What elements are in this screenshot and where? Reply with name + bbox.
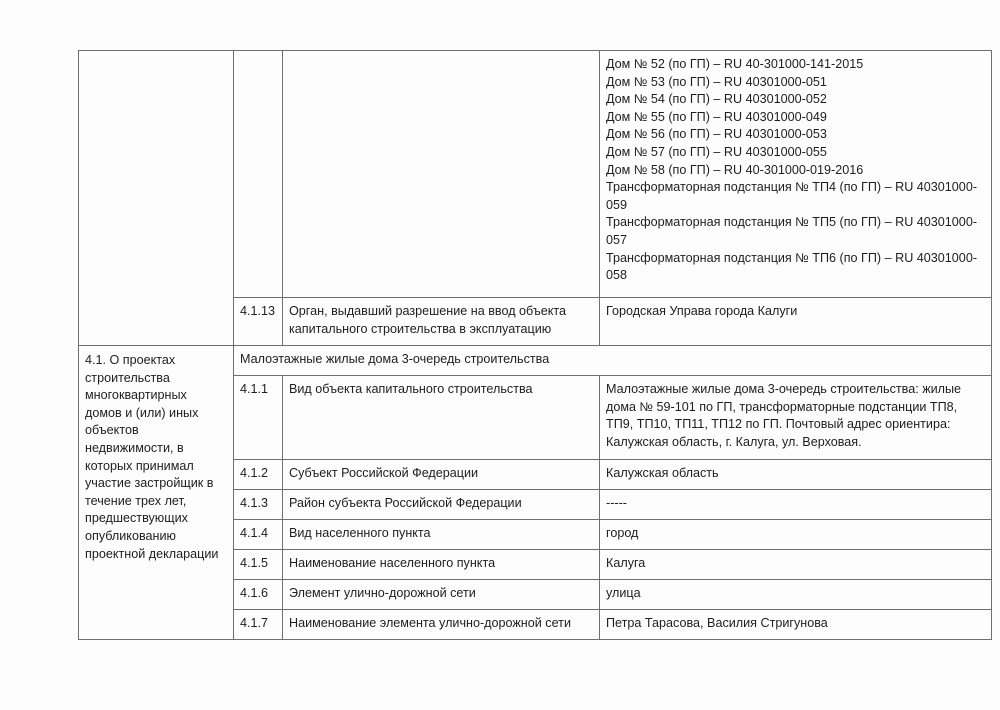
- permit-item: Дом № 55 (по ГП) – RU 40301000-049: [606, 109, 827, 124]
- empty-label-cell: [283, 51, 600, 298]
- empty-section-cell: [79, 51, 234, 346]
- row-value: Городская Управа города Калуги: [600, 298, 992, 346]
- permit-item: Дом № 58 (по ГП) – RU 40-301000-019-2016: [606, 162, 864, 177]
- section-subheader-row: [79, 346, 992, 376]
- row-value: Малоэтажные жилые дома 3-очередь строительства: жилые дома № 59-101 по ГП, трансформаторные подстанции ТП8, ТП9, ТП10, ТП11, ТП12 по ГП. Почтовый адрес ориентира: Калужская область, г. Калуга, ул. Верховая.: [600, 376, 992, 460]
- row-value: Калуга: [600, 550, 992, 580]
- row-number: 4.1.5: [234, 550, 283, 580]
- row-label: Наименование населенного пункта: [283, 550, 600, 580]
- row-number: 4.1.1: [234, 376, 283, 460]
- section-subheader: Малоэтажные жилые дома 3-очередь строительства: [234, 346, 992, 376]
- row-label: Вид населенного пункта: [283, 520, 600, 550]
- row-label: Элемент улично-дорожной сети: [283, 580, 600, 610]
- row-label: Субъект Российской Федерации: [283, 460, 600, 490]
- row-label: Вид объекта капитального строительства: [283, 376, 600, 460]
- row-value: Калужская область: [600, 460, 992, 490]
- empty-num-cell: [234, 51, 283, 298]
- permit-item: Дом № 56 (по ГП) – RU 40301000-053: [606, 127, 827, 142]
- row-value: город: [600, 520, 992, 550]
- row-label: Район субъекта Российской Федерации: [283, 490, 600, 520]
- row-number: 4.1.7: [234, 610, 283, 640]
- row-label: Орган, выдавший разрешение на ввод объекта капитального строительства в эксплуатацию: [283, 298, 600, 346]
- row-value: -----: [600, 490, 992, 520]
- permit-item: Трансформаторная подстанция № ТП4 (по ГП) – RU 40301000-059: [606, 180, 978, 212]
- row-number: 4.1.3: [234, 490, 283, 520]
- row-value: Петра Тарасова, Василия Стригунова: [600, 610, 992, 640]
- row-number: 4.1.6: [234, 580, 283, 610]
- row-number: 4.1.13: [234, 298, 283, 346]
- row-number: 4.1.4: [234, 520, 283, 550]
- declaration-table: [78, 50, 992, 640]
- permit-item: Трансформаторная подстанция № ТП6 (по ГП) – RU 40301000-058: [606, 250, 978, 283]
- permits-list: [600, 51, 992, 298]
- section-title: 4.1. О проектах строительства многоквартирных домов и (или) иных объектов недвижимости, в которых принимал участие застройщик в течение трех лет, предшествующих опубликованию проектной декларации: [79, 346, 234, 640]
- permit-item: Дом № 57 (по ГП) – RU 40301000-055: [606, 144, 827, 159]
- permits-row: [79, 51, 992, 298]
- row-value: улица: [600, 580, 992, 610]
- permit-item: Дом № 53 (по ГП) – RU 40301000-051: [606, 74, 827, 89]
- row-label: Наименование элемента улично-дорожной сети: [283, 610, 600, 640]
- permit-item: Дом № 54 (по ГП) – RU 40301000-052: [606, 92, 827, 107]
- row-number: 4.1.2: [234, 460, 283, 490]
- permit-item: Дом № 52 (по ГП) – RU 40-301000-141-2015: [606, 57, 864, 71]
- permit-item: Трансформаторная подстанция № ТП5 (по ГП) – RU 40301000-057: [606, 215, 978, 247]
